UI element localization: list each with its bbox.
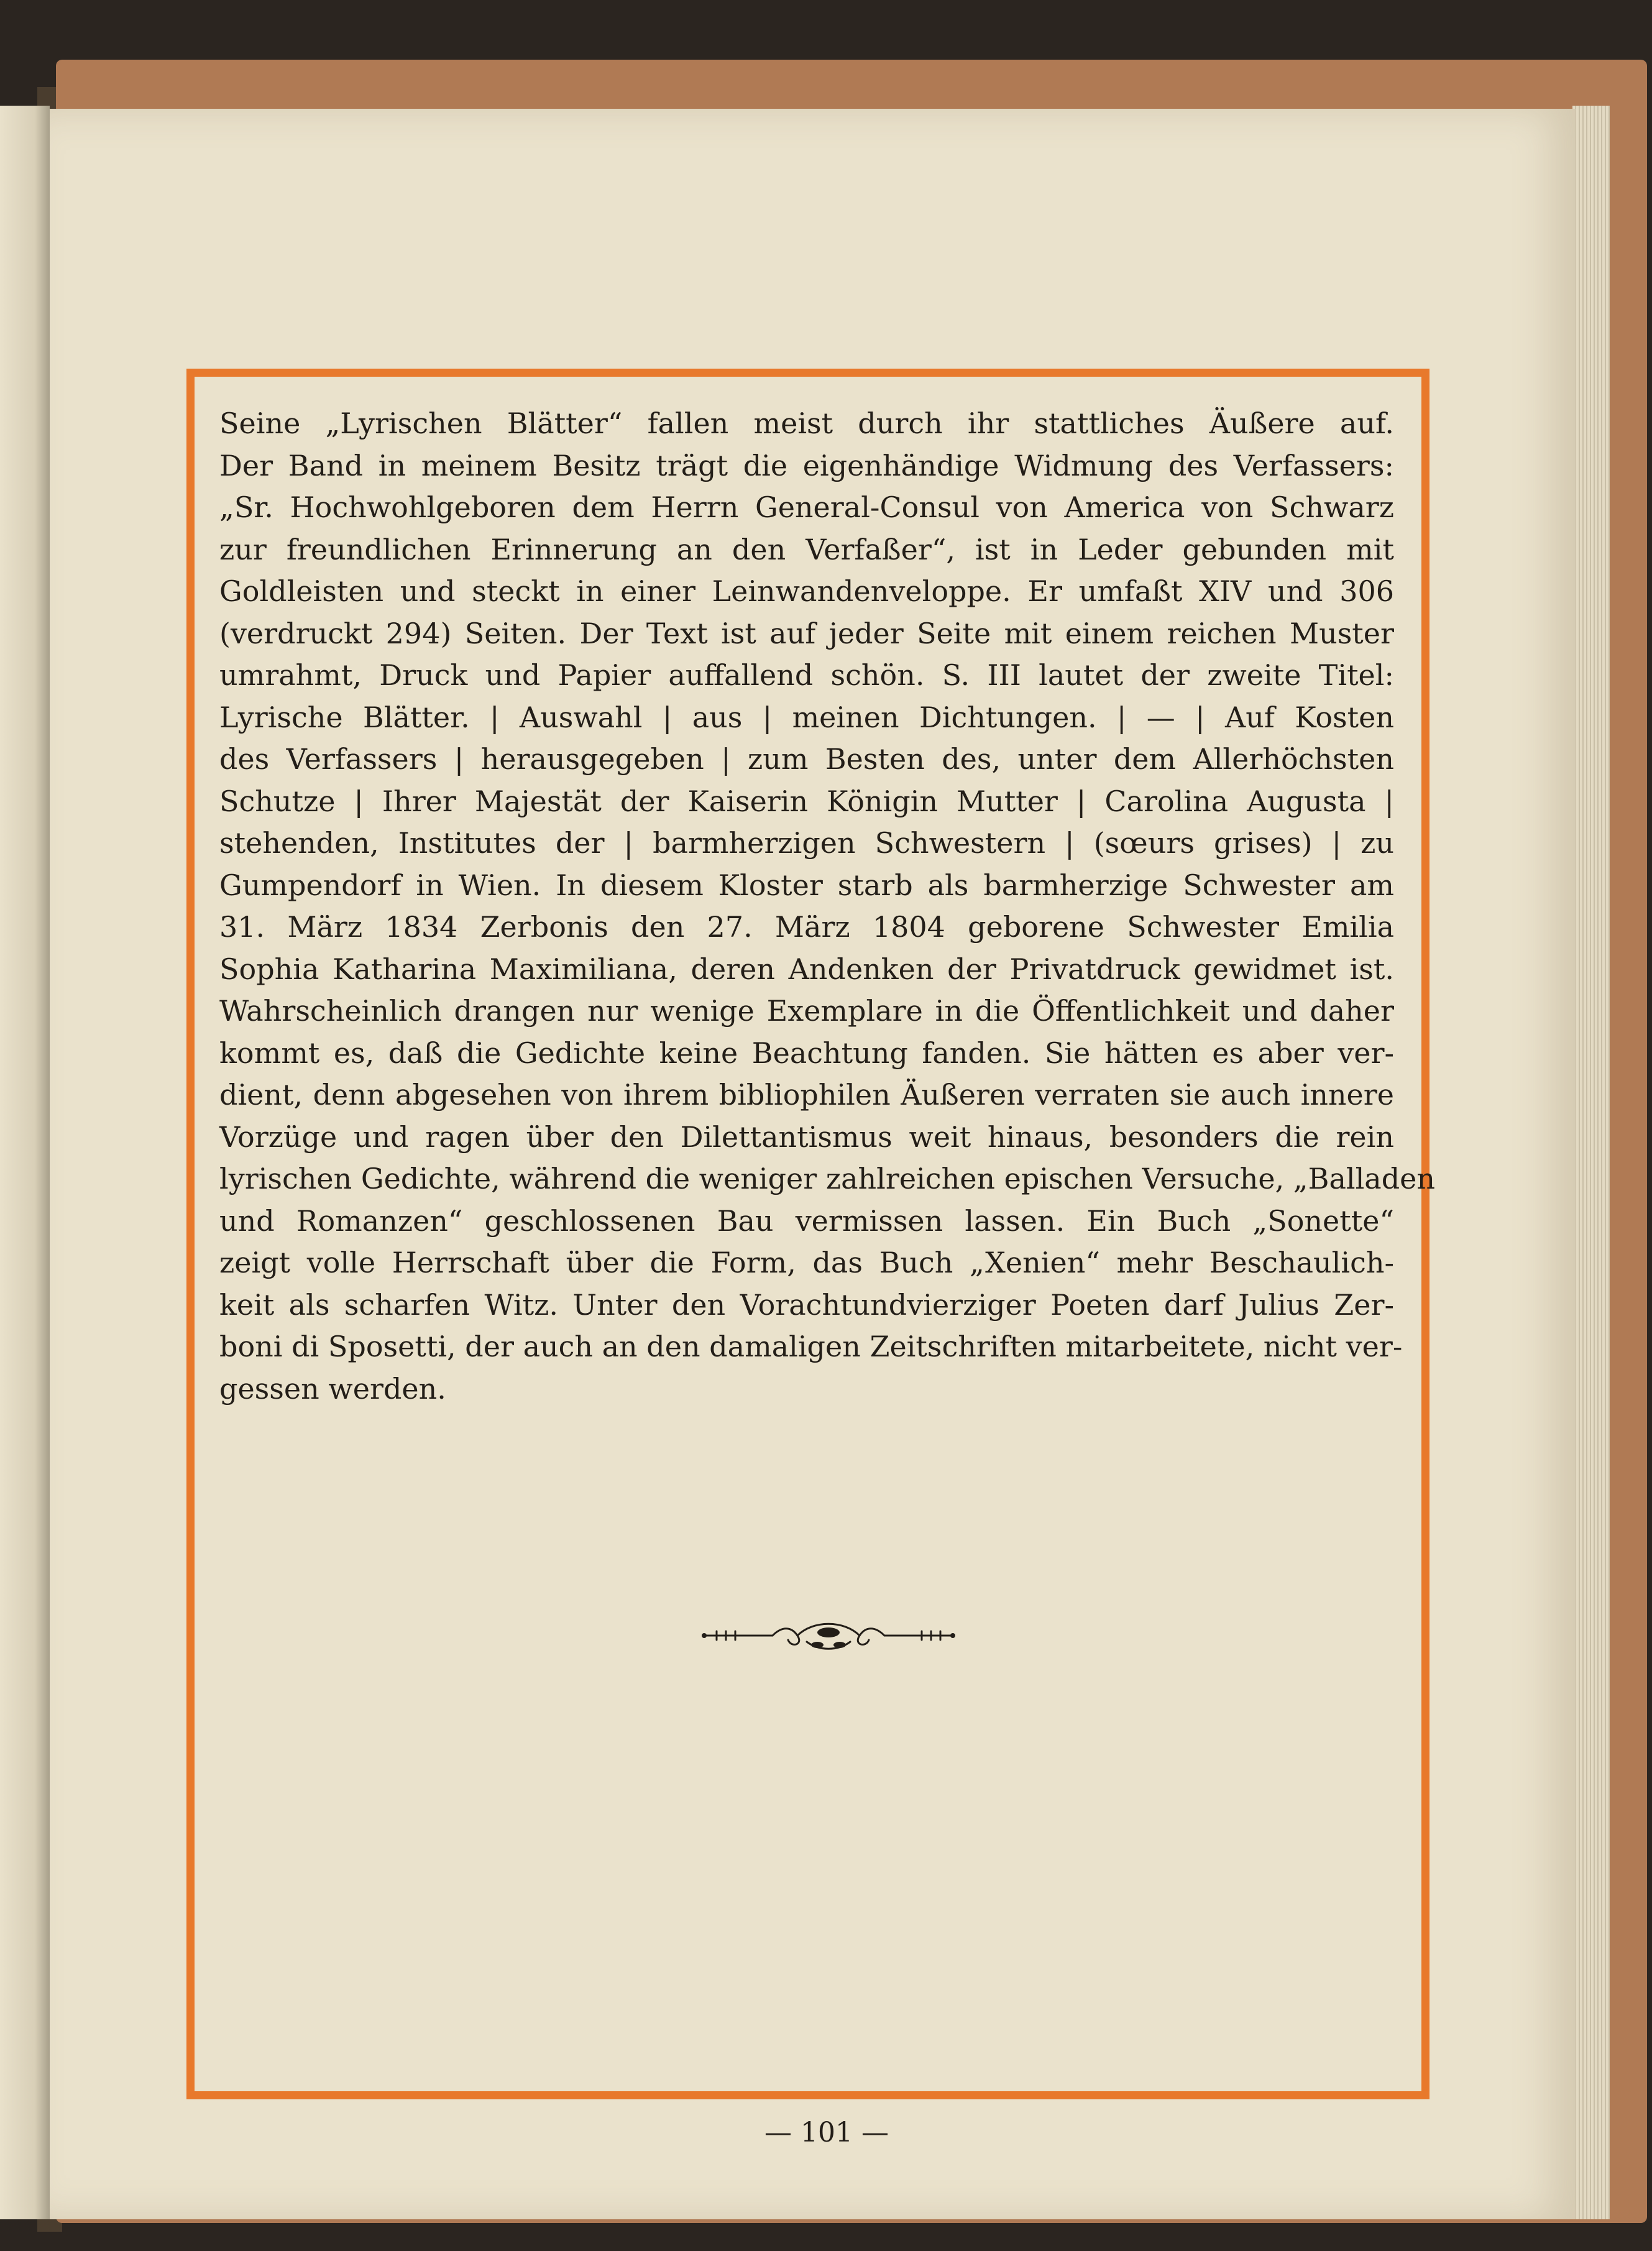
text-line: Der Band in meinem Besitz trägt die eigenhändige Widmung des Verfassers: <box>219 448 1394 482</box>
text-line: Sophia Katharina Maximiliana, deren Andenken der Privatdruck gewidmet ist. <box>219 952 1394 986</box>
text-line: boni di Sposetti, der auch an den damaligen Zeitschriften mitarbeitete, nicht ver- <box>219 1330 1403 1363</box>
text-line: stehenden, Institutes der | barmherzigen Schwestern | (sœurs grises) | zu <box>219 826 1394 860</box>
book-page <box>50 109 1576 2219</box>
text-line: Wahrscheinlich drangen nur wenige Exemplare in die Öffentlichkeit und daher <box>219 994 1394 1028</box>
page-number: — 101 — <box>764 2117 889 2148</box>
text-line: dient, denn abgesehen von ihrem bibliophilen Äußeren verraten sie auch innere <box>219 1078 1394 1112</box>
facing-page-edge <box>0 106 50 2219</box>
orange-border-frame <box>186 369 1436 2099</box>
text-line: des Verfassers | herausgegeben | zum Besten des, unter dem Allerhöchsten <box>219 742 1394 776</box>
text-line: umrahmt, Druck und Papier auffallend schön. S. III lautet der zweite Titel: <box>219 658 1394 692</box>
floral-ornament-icon <box>698 1614 959 1657</box>
text-line: lyrischen Gedichte, während die weniger zahlreichen epischen Versuche, „Balladen <box>219 1162 1436 1195</box>
body-text <box>219 403 1436 1410</box>
text-line: Seine „Lyrischen Blätter“ fallen meist durch ihr stattliches Äußere auf. <box>219 407 1394 440</box>
text-line: Schutze | Ihrer Majestät der Kaiserin Königin Mutter | Carolina Augusta | <box>219 784 1394 818</box>
text-line: (verdruckt 294) Seiten. Der Text ist auf jeder Seite mit einem reichen Muster <box>219 616 1394 650</box>
text-line: keit als scharfen Witz. Unter den Vorachtundvierziger Poeten darf Julius Zer- <box>219 1287 1394 1322</box>
text-line: und Romanzen“ geschlossenen Bau vermissen lassen. Ein Buch „Sonette“ <box>219 1204 1394 1238</box>
text-line: kommt es, daß die Gedichte keine Beachtung fanden. Sie hätten es aber ver- <box>219 1036 1394 1070</box>
text-line: Lyrische Blätter. | Auswahl | aus | meinen Dichtungen. | — | Auf Kosten <box>219 700 1394 734</box>
text-line: Goldleisten und steckt in einer Leinwandenveloppe. Er umfaßt XIV und 306 <box>219 574 1394 608</box>
text-line: 31. März 1834 Zerbonis den 27. März 1804 geborene Schwester Emilia <box>219 910 1394 944</box>
text-line: Gumpendorf in Wien. In diesem Kloster starb als barmherzige Schwester am <box>219 868 1394 902</box>
page-edges <box>1572 106 1610 2219</box>
text-line: „Sr. Hochwohlgeboren dem Herrn General-Consul von America von Schwarz <box>219 490 1394 524</box>
text-line: gessen werden. <box>219 1371 446 1406</box>
text-line: Vorzüge und ragen über den Dilettantismus weit hinaus, besonders die rein <box>219 1120 1394 1154</box>
text-line: zeigt volle Herrschaft über die Form, das Buch „Xenien“ mehr Beschaulich- <box>219 1246 1394 1279</box>
text-line: zur freundlichen Erinnerung an den Verfaßer“, ist in Leder gebunden mit <box>219 532 1394 566</box>
